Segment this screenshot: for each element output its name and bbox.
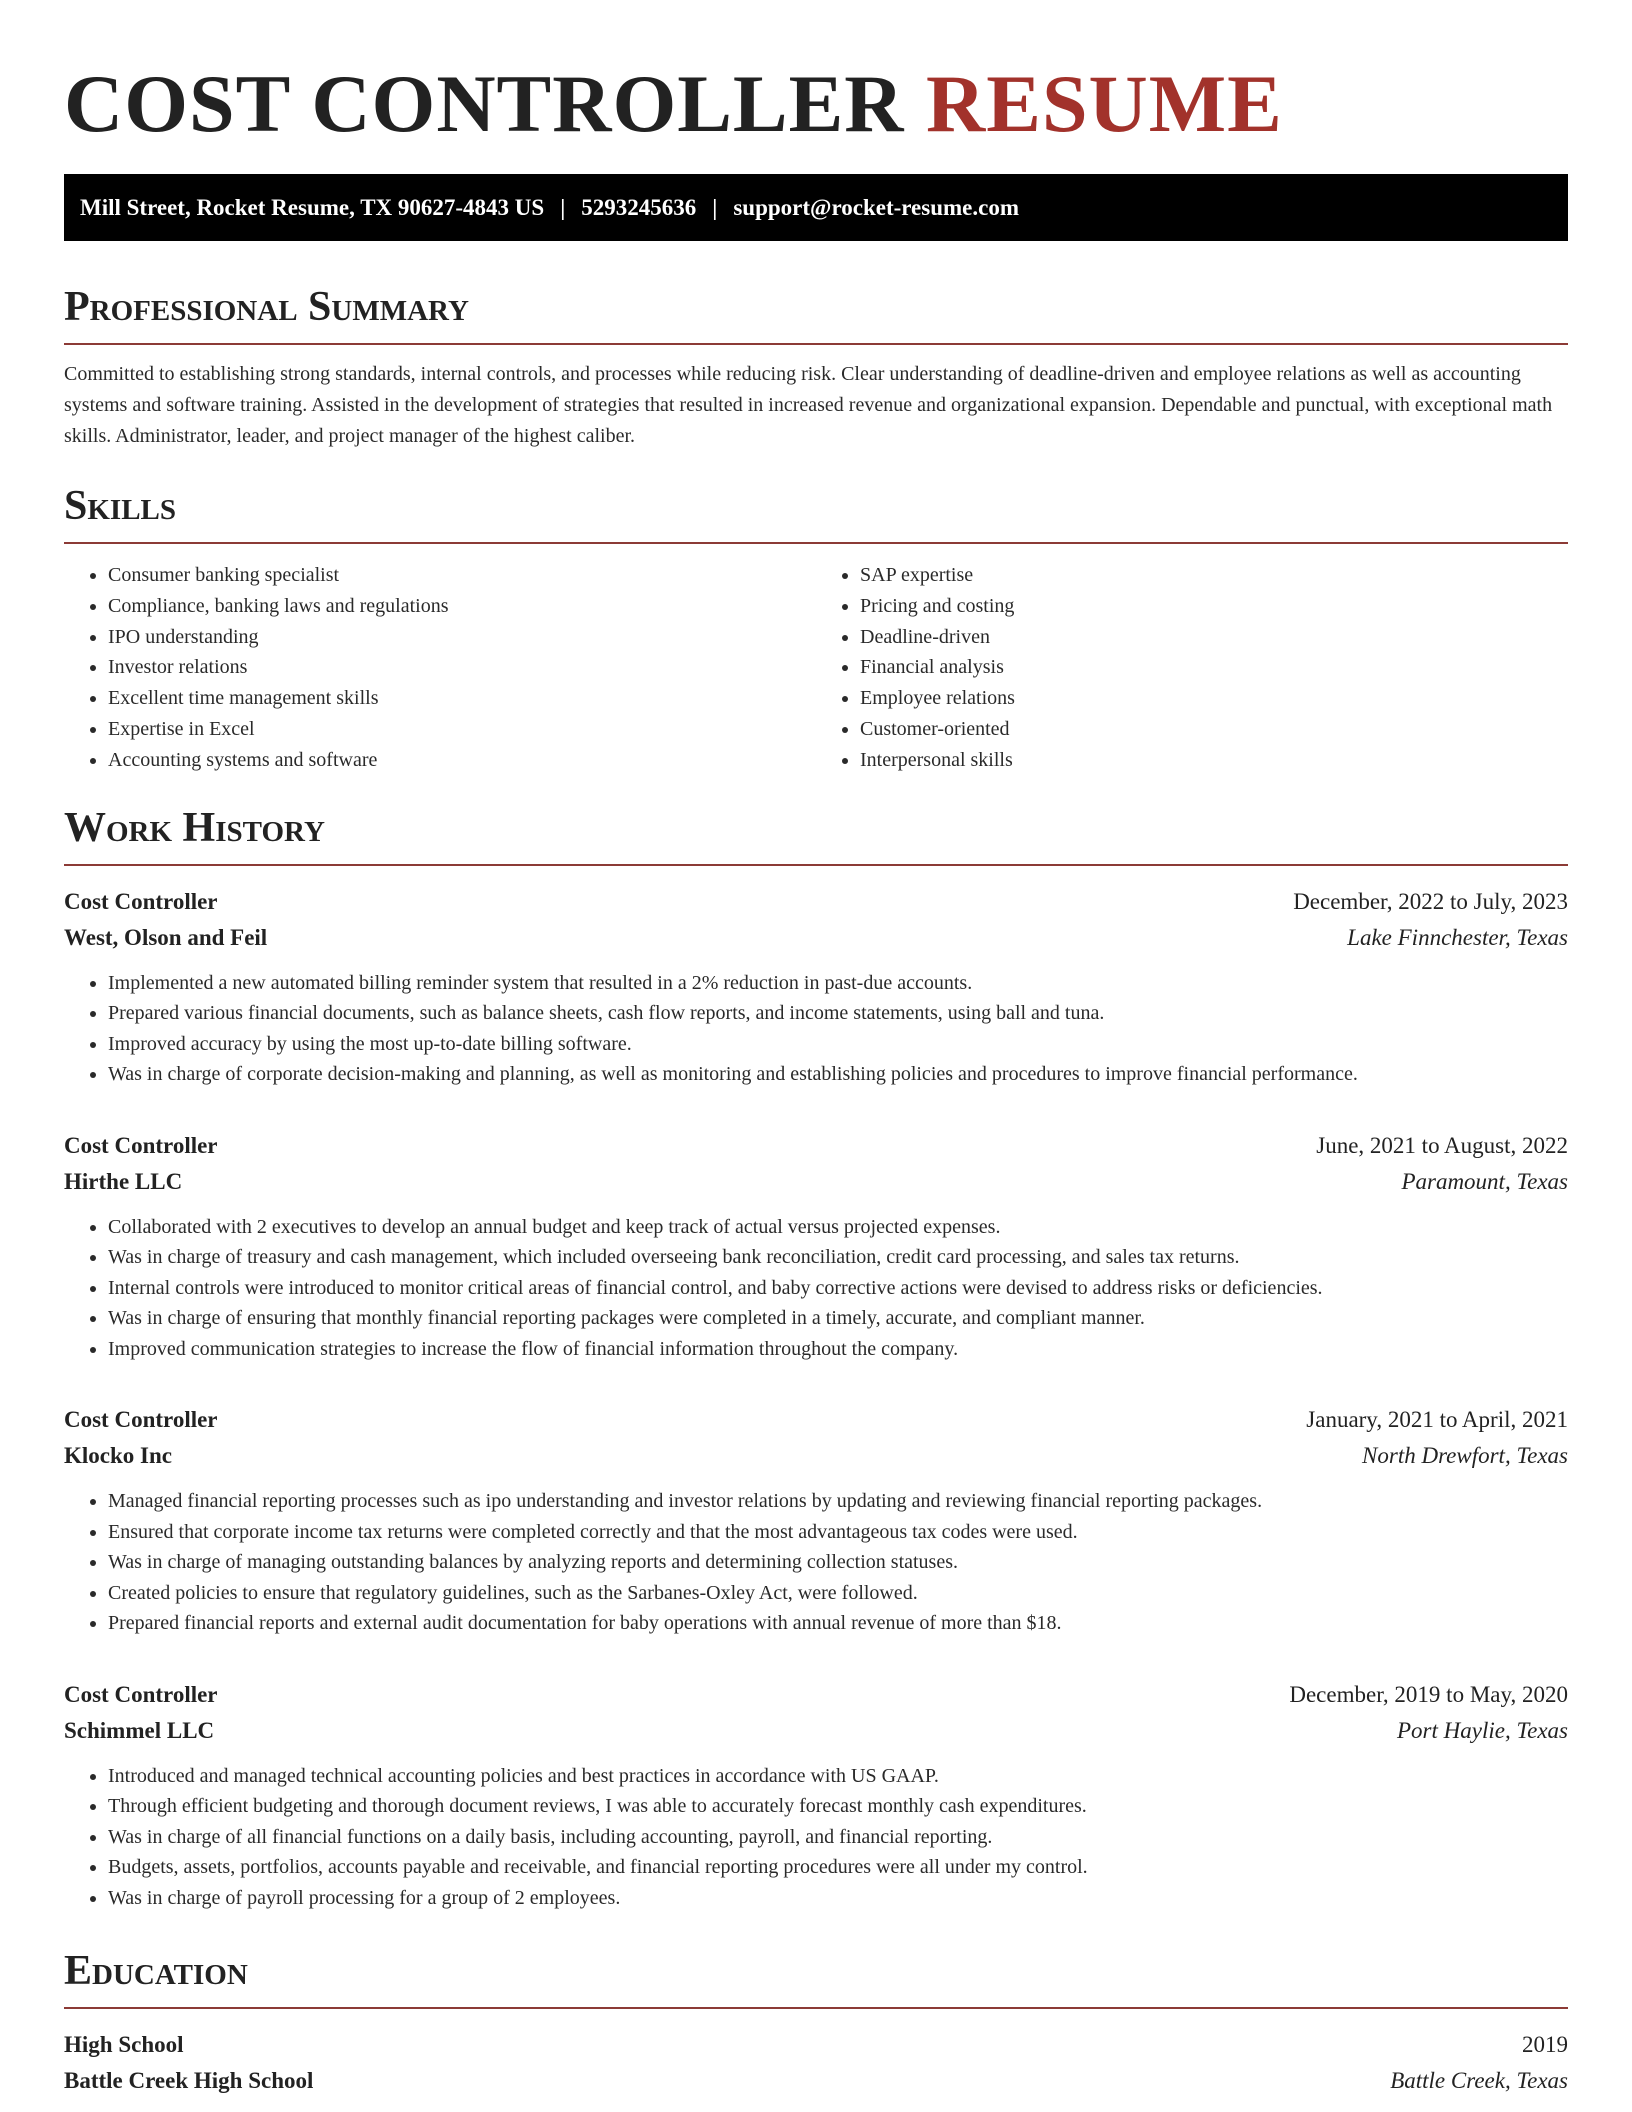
job-location: Lake Finnchester, Texas	[1347, 924, 1568, 950]
job-bullets	[64, 1212, 1568, 1365]
education-heading: Education	[64, 1947, 1568, 2009]
job-dates: June, 2021 to August, 2022	[1316, 1132, 1568, 1158]
job-company: Klocko Inc	[64, 1443, 172, 1469]
education-school: Battle Creek High School	[64, 2068, 314, 2094]
job-bullets	[64, 1486, 1568, 1639]
summary-heading: Professional Summary	[64, 283, 1568, 345]
job-dates: December, 2022 to July, 2023	[1293, 888, 1568, 914]
job-bullet: • Was in charge of all financial functions on a daily basis, including accounting, payroll, and financial reporting.	[108, 1822, 1568, 1853]
job-bullet: • Collaborated with 2 executives to develop an annual budget and keep track of actual versus projected expenses.	[108, 1212, 1568, 1243]
job-bullet: • Was in charge of managing outstanding balances by analyzing reports and determining collection statuses.	[108, 1547, 1568, 1578]
skill-item: • Interpersonal skills	[860, 745, 1568, 776]
contact-separator: |	[560, 194, 566, 220]
title-main: COST CONTROLLER	[64, 58, 905, 149]
job-dates: January, 2021 to April, 2021	[1306, 1407, 1568, 1433]
skill-item: • SAP expertise	[860, 560, 1568, 591]
job-company-row	[64, 920, 1568, 956]
job-company: West, Olson and Feil	[64, 924, 268, 950]
contact-address: Mill Street, Rocket Resume, TX 90627-4843 US	[80, 194, 545, 220]
job-bullet: • Improved accuracy by using the most up-to-date billing software.	[108, 1029, 1568, 1060]
job-bullet: • Improved communication strategies to increase the flow of financial information throughout the company.	[108, 1334, 1568, 1365]
job-company: Hirthe LLC	[64, 1168, 183, 1194]
job-entry	[64, 1677, 1568, 1914]
job-bullet: • Ensured that corporate income tax returns were completed correctly and that the most advantageous tax codes were used.	[108, 1517, 1568, 1548]
skills-columns	[64, 560, 1568, 776]
skills-list-left	[64, 560, 816, 776]
education-entry	[64, 2027, 1568, 2099]
skill-item: • Consumer banking specialist	[108, 560, 816, 591]
education-header-row	[64, 2027, 1568, 2063]
contact-phone: 5293245636	[581, 194, 697, 220]
job-header-row	[64, 1128, 1568, 1164]
job-bullet: • Was in charge of corporate decision-making and planning, as well as monitoring and establishing policies and procedures to improve financial performance.	[108, 1059, 1568, 1090]
skills-heading: Skills	[64, 482, 1568, 544]
job-entry	[64, 884, 1568, 1090]
skill-item: • Pricing and costing	[860, 591, 1568, 622]
education-year: 2019	[1522, 2032, 1568, 2058]
job-company-row	[64, 1438, 1568, 1474]
job-entry	[64, 1402, 1568, 1639]
job-bullets	[64, 1761, 1568, 1914]
education-degree: High School	[64, 2032, 184, 2058]
contact-email: support@rocket-resume.com	[733, 194, 1019, 220]
resume-title	[64, 0, 1568, 150]
job-bullet: • Was in charge of ensuring that monthly financial reporting packages were completed in a timely, accurate, and compliant manner.	[108, 1303, 1568, 1334]
job-header-row	[64, 1677, 1568, 1713]
skills-list-right	[816, 560, 1568, 776]
job-bullet: • Prepared various financial documents, such as balance sheets, cash flow reports, and income statements, using ball and tuna.	[108, 998, 1568, 1029]
skill-item: • Compliance, banking laws and regulations	[108, 591, 816, 622]
job-bullet: • Introduced and managed technical accounting policies and best practices in accordance with US GAAP.	[108, 1761, 1568, 1792]
job-bullet: • Through efficient budgeting and thorough document reviews, I was able to accurately forecast monthly cash expenditures.	[108, 1791, 1568, 1822]
job-bullet: • Was in charge of payroll processing for a group of 2 employees.	[108, 1883, 1568, 1914]
job-company: Schimmel LLC	[64, 1717, 215, 1743]
skill-item: • Investor relations	[108, 652, 816, 683]
education-school-row	[64, 2063, 1568, 2099]
summary-text: Committed to establishing strong standards, internal controls, and processes while reducing risk. Clear understanding of deadline-driven and employee relations as well as accounting systems and software training. Assisted in the development of strategies that resulted in increased revenue and organizational expansion. Dependable and punctual, with exceptional math skills. Administrator, leader, and project manager of the highest caliber.	[64, 363, 1553, 447]
job-title: Cost Controller	[64, 1132, 218, 1158]
job-bullet: • Internal controls were introduced to monitor critical areas of financial control, and baby corrective actions were devised to address risks or deficiencies.	[108, 1273, 1568, 1304]
job-company-row	[64, 1164, 1568, 1200]
skill-item: • Accounting systems and software	[108, 745, 816, 776]
skill-item: • Customer-oriented	[860, 714, 1568, 745]
job-bullet: • Budgets, assets, portfolios, accounts payable and receivable, and financial reporting procedures were all under my control.	[108, 1852, 1568, 1883]
skill-item: • Employee relations	[860, 683, 1568, 714]
skill-item: • IPO understanding	[108, 622, 816, 653]
contact-separator: |	[712, 194, 718, 220]
job-bullets	[64, 968, 1568, 1090]
job-dates: December, 2019 to May, 2020	[1289, 1681, 1568, 1707]
education-location: Battle Creek, Texas	[1390, 2068, 1568, 2094]
job-header-row	[64, 884, 1568, 920]
skill-item: • Excellent time management skills	[108, 683, 816, 714]
job-bullet: • Was in charge of treasury and cash management, which included overseeing bank reconciliation, credit card processing, and sales tax returns.	[108, 1242, 1568, 1273]
job-bullet: • Created policies to ensure that regulatory guidelines, such as the Sarbanes-Oxley Act, were followed.	[108, 1578, 1568, 1609]
job-company-row	[64, 1713, 1568, 1749]
contact-bar	[64, 174, 1568, 241]
skill-item: • Expertise in Excel	[108, 714, 816, 745]
job-title: Cost Controller	[64, 888, 218, 914]
job-location: Port Haylie, Texas	[1397, 1717, 1568, 1743]
job-bullet: • Managed financial reporting processes such as ipo understanding and investor relations by updating and reviewing financial reporting packages.	[108, 1486, 1568, 1517]
work-history-heading: Work History	[64, 804, 1568, 866]
job-location: North Drewfort, Texas	[1362, 1443, 1568, 1469]
title-accent: RESUME	[926, 58, 1283, 149]
job-entry	[64, 1128, 1568, 1365]
job-bullet: • Prepared financial reports and external audit documentation for baby operations with annual revenue of more than $18.	[108, 1608, 1568, 1639]
job-location: Paramount, Texas	[1401, 1168, 1568, 1194]
job-title: Cost Controller	[64, 1407, 218, 1433]
job-bullet: • Implemented a new automated billing reminder system that resulted in a 2% reduction in past-due accounts.	[108, 968, 1568, 999]
skill-item: • Financial analysis	[860, 652, 1568, 683]
skill-item: • Deadline-driven	[860, 622, 1568, 653]
job-header-row	[64, 1402, 1568, 1438]
job-title: Cost Controller	[64, 1681, 218, 1707]
